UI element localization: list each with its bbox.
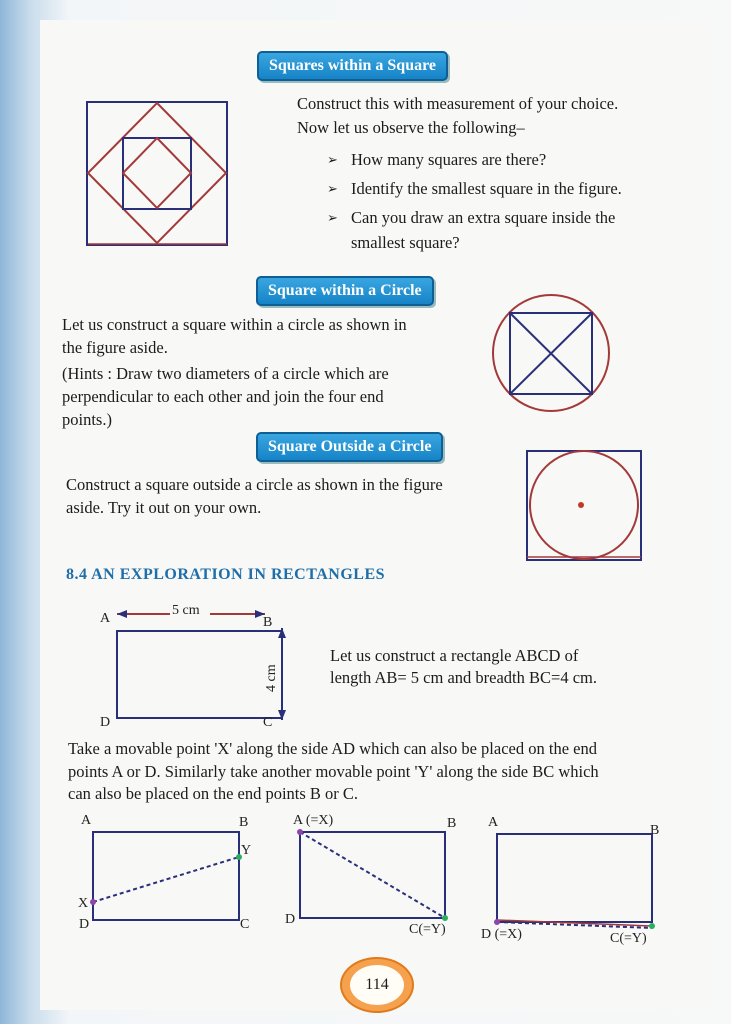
circle-text-line-1: Let us construct a square within a circle as shown in <box>62 315 407 334</box>
rectangle-figure-3 <box>480 810 670 945</box>
para-line-2: points A or D. Similarly take another movable point 'Y' along the side BC which <box>68 762 599 781</box>
page-number-badge <box>340 957 414 1013</box>
svg-text:A: A <box>488 815 499 830</box>
arrow-bullet-icon: ➢ <box>327 181 338 196</box>
label-c: C <box>263 715 273 730</box>
svg-text:A: A <box>81 813 92 828</box>
circle-text-line-5: points.) <box>62 410 112 429</box>
svg-text:D (=X): D (=X) <box>481 927 522 942</box>
svg-text:D: D <box>285 912 296 927</box>
outside-text-line-1: Construct a square outside a circle as shown in the figure <box>66 475 443 494</box>
svg-text:Y: Y <box>241 843 252 858</box>
circle-text-line-2: the figure aside. <box>62 338 168 357</box>
construct-line-1: Let us construct a rectangle ABCD of <box>330 646 579 665</box>
section-title-squares-within-square: Squares within a Square <box>257 51 448 81</box>
para-line-1: Take a movable point 'X' along the side AD which can also be placed on the end <box>68 739 597 758</box>
construct-line-2: length AB= 5 cm and breadth BC=4 cm. <box>330 668 597 687</box>
label-length: 5 cm <box>172 603 200 618</box>
bullet-item-3-continued: smallest square? <box>351 233 460 252</box>
label-b: B <box>263 615 273 630</box>
svg-text:A (=X): A (=X) <box>293 813 334 828</box>
circle-in-square-figure <box>525 449 643 563</box>
svg-text:B: B <box>650 823 660 838</box>
bullet-item-1: ➢ How many squares are there? <box>327 150 547 169</box>
nested-squares-figure <box>86 100 231 248</box>
squares-intro-line-1: Construct this with measurement of your choice. <box>297 94 619 113</box>
label-a: A <box>100 611 111 626</box>
svg-text:C: C <box>240 917 250 932</box>
svg-text:D: D <box>79 917 90 932</box>
svg-text:X: X <box>78 896 89 911</box>
section-title-square-outside-circle: Square Outside a Circle <box>256 432 443 462</box>
bullet-item-3: ➢ Can you draw an extra square inside the <box>327 208 616 227</box>
bullet-item-2: ➢ Identify the smallest square in the figure. <box>327 179 622 198</box>
svg-text:B: B <box>447 816 457 831</box>
page-number: 114 <box>350 965 404 1005</box>
section-title-square-within-circle: Square within a Circle <box>256 276 434 306</box>
svg-text:B: B <box>239 815 249 830</box>
squares-intro-line-2: Now let us observe the following– <box>297 118 525 137</box>
outside-text-line-2: aside. Try it out on your own. <box>66 498 262 517</box>
section-heading-rectangles: 8.4 AN EXPLORATION IN RECTANGLES <box>66 566 386 583</box>
arrow-bullet-icon: ➢ <box>327 210 338 225</box>
rectangle-figure-1 <box>75 810 265 935</box>
circle-text-line-4: perpendicular to each other and join the four end <box>62 387 384 406</box>
para-line-3: can also be placed on the end points B or C. <box>68 784 359 803</box>
rectangle-figure-2 <box>285 810 475 935</box>
svg-text:C(=Y): C(=Y) <box>610 931 647 946</box>
rectangle-abcd-figure <box>95 600 295 730</box>
label-breadth: 4 cm <box>264 664 279 692</box>
svg-text:C(=Y): C(=Y) <box>409 922 446 937</box>
square-in-circle-figure <box>490 293 612 415</box>
circle-text-line-3: (Hints : Draw two diameters of a circle which are <box>62 364 389 383</box>
label-d: D <box>100 715 111 730</box>
arrow-bullet-icon: ➢ <box>327 152 338 167</box>
